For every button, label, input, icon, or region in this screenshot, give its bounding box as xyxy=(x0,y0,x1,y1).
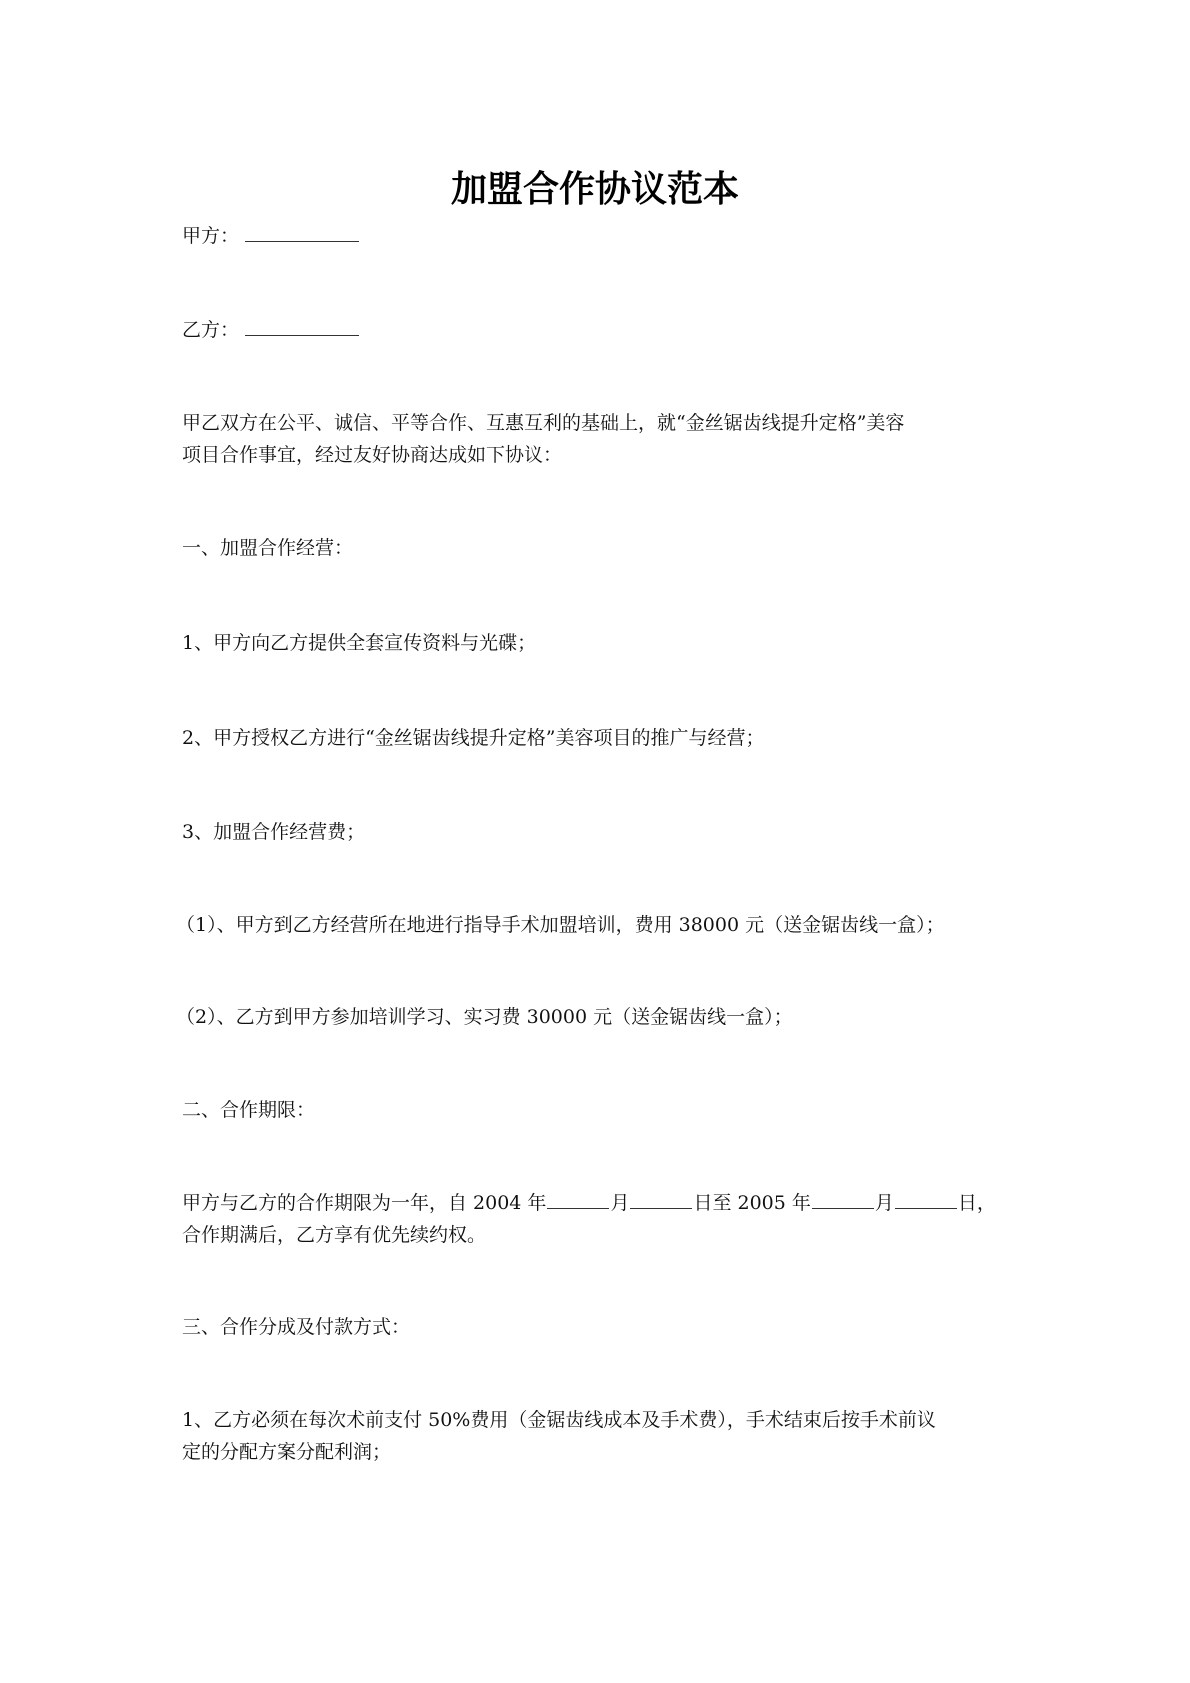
party-b-line xyxy=(182,314,1012,346)
section-3-item-1-line-1: 1、乙方必须在每次术前支付 50%费用（金锯齿线成本及手术费），手术结束后按手术前议 xyxy=(182,1409,936,1431)
party-b-blank-field[interactable] xyxy=(245,315,359,336)
document-title: 加盟合作协议范本 xyxy=(450,169,739,210)
party-b-label: 乙方： xyxy=(182,319,240,341)
month-label-2: 月 xyxy=(874,1192,894,1214)
date-text-end: 日， xyxy=(957,1192,996,1214)
start-day-blank-field[interactable] xyxy=(630,1188,692,1209)
date-text-mid: 日至 2005 年 xyxy=(693,1192,811,1214)
section-2-line-2: 合作期满后，乙方享有优先续约权。 xyxy=(182,1224,487,1246)
end-month-blank-field[interactable] xyxy=(812,1188,874,1209)
intro-line-1: 甲乙双方在公平、诚信、平等合作、互惠互利的基础上，就“金丝锯齿线提升定格”美容 xyxy=(182,412,905,434)
section-1-sub-item-2: （2）、乙方到甲方参加培训学习、实习费 30000 元（送金锯齿线一盒）； xyxy=(176,1006,793,1028)
date-text-start: 甲方与乙方的合作期限为一年，自 2004 年 xyxy=(182,1192,547,1214)
section-2-date-line xyxy=(182,1187,1012,1219)
section-1-sub-item-1: （1）、甲方到乙方经营所在地进行指导手术加盟培训，费用 38000 元（送金锯齿线一盒）； xyxy=(176,914,945,936)
section-2-heading: 二、合作期限： xyxy=(182,1099,316,1121)
party-a-line xyxy=(182,220,1012,252)
intro-line-2: 项目合作事宜，经过友好协商达成如下协议： xyxy=(182,444,563,466)
section-1-item-1: 1、甲方向乙方提供全套宣传资料与光碟； xyxy=(182,632,537,654)
section-1-item-3: 3、加盟合作经营费； xyxy=(182,821,366,843)
month-label: 月 xyxy=(610,1192,630,1214)
party-a-blank-field[interactable] xyxy=(245,221,359,242)
end-day-blank-field[interactable] xyxy=(895,1188,957,1209)
start-month-blank-field[interactable] xyxy=(547,1188,609,1209)
section-1-heading: 一、加盟合作经营： xyxy=(182,537,354,559)
section-1-item-2: 2、甲方授权乙方进行“金丝锯齿线提升定格”美容项目的推广与经营； xyxy=(182,727,765,749)
party-a-label: 甲方： xyxy=(182,225,240,247)
section-3-item-1-line-2: 定的分配方案分配利润； xyxy=(182,1441,392,1463)
section-3-heading: 三、合作分成及付款方式： xyxy=(182,1316,411,1338)
